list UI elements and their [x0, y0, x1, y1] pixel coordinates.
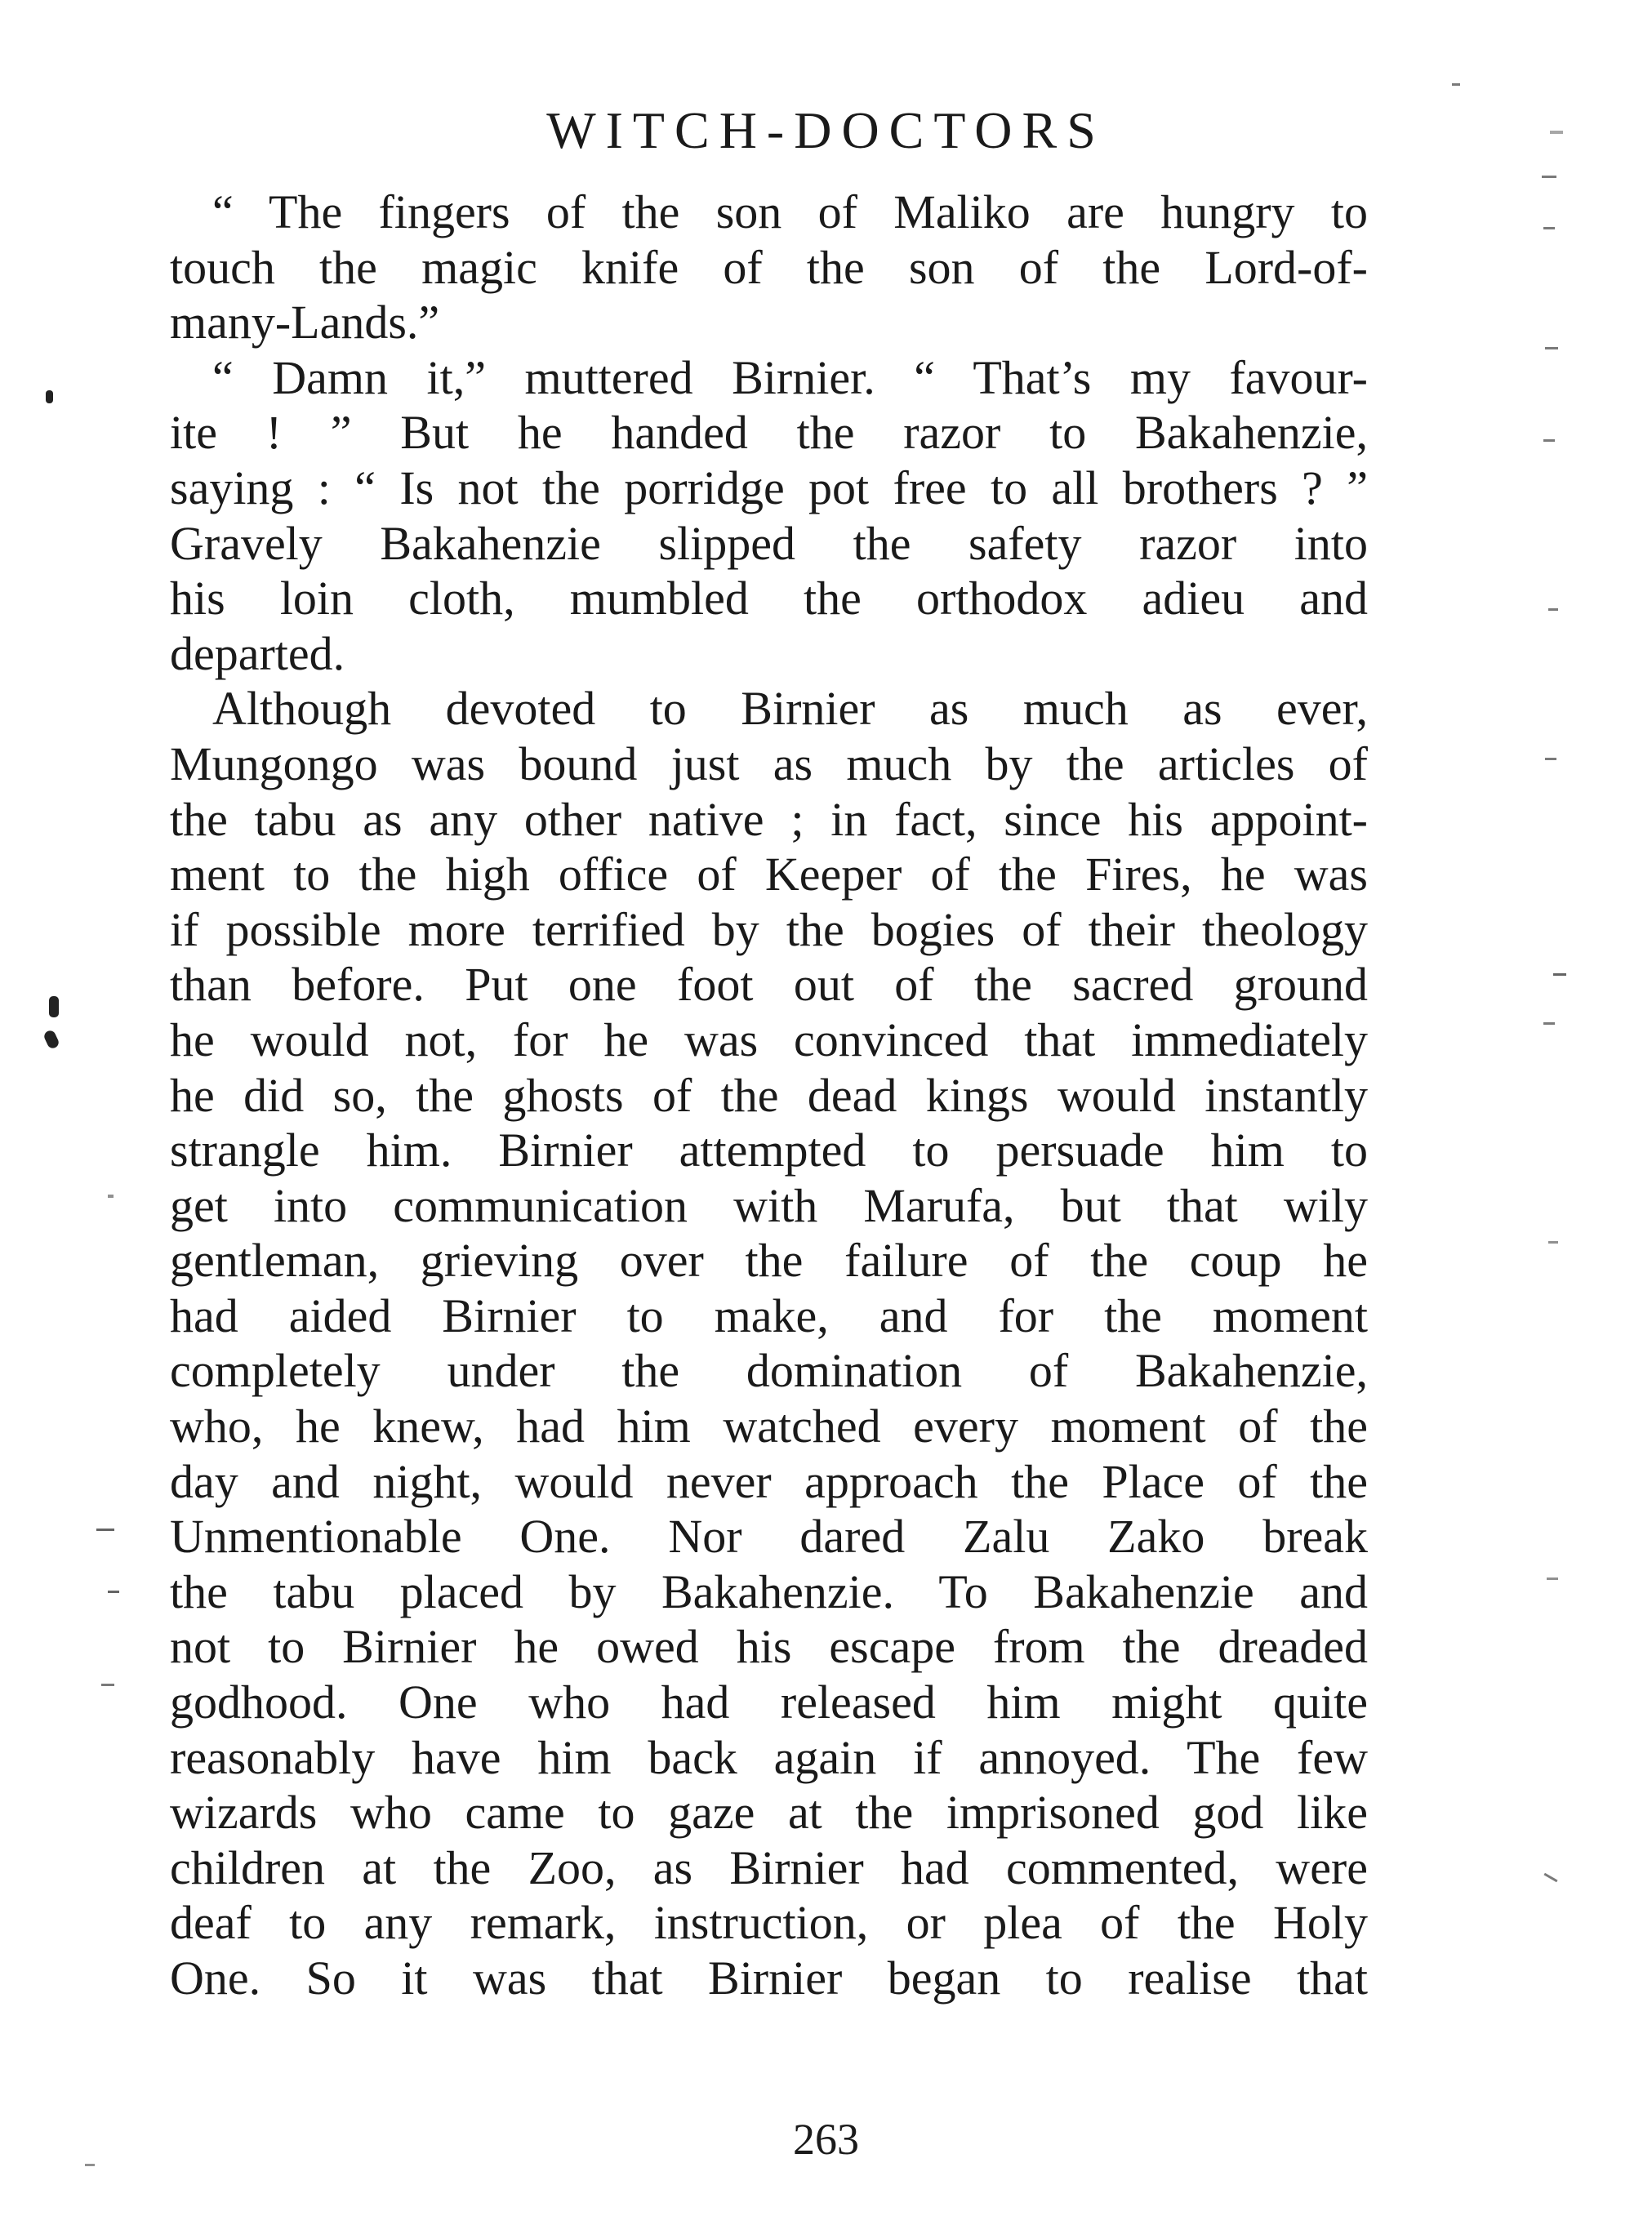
scan-speck	[108, 1195, 114, 1198]
scan-speck	[1548, 1241, 1558, 1244]
scan-speck	[1543, 439, 1555, 442]
scan-speck	[1545, 347, 1558, 349]
scan-speck	[42, 1029, 60, 1050]
text-line: reasonably have him back again if annoyed. The few	[170, 1730, 1368, 1784]
text-line: departed.	[170, 626, 345, 680]
scan-speck	[1553, 973, 1566, 976]
text-line: who, he knew, had him watched every moment of the	[170, 1400, 1368, 1453]
text-line: had aided Birnier to make, and for the moment	[170, 1288, 1368, 1342]
text-line: his loin cloth, mumbled the orthodox adieu and	[170, 572, 1368, 625]
text-line: he would not, for he was convinced that immediately	[170, 1012, 1368, 1066]
text-line: strangle him. Birnier attempted to persuade him to	[170, 1124, 1368, 1177]
text-line: gentleman, grieving over the failure of the coup he	[170, 1234, 1368, 1288]
text-line: the tabu as any other native ; in fact, since his appoint-	[170, 792, 1368, 846]
text-line: the tabu placed by Bakahenzie. To Bakahenzie and	[170, 1564, 1368, 1618]
text-line: ment to the high office of Keeper of the Fires, he was	[170, 848, 1368, 901]
text-line: Gravely Bakahenzie slipped the safety razor into	[170, 516, 1368, 570]
scan-speck	[85, 2164, 95, 2166]
scan-speck	[108, 1591, 119, 1593]
text-line: wizards who came to gaze at the imprisoned god like	[170, 1786, 1368, 1840]
scan-speck	[1550, 131, 1563, 134]
text-line: if possible more terrified by the bogies of their theology	[170, 902, 1368, 956]
text-line: ite ! ” But he handed the razor to Bakahenzie,	[170, 406, 1368, 460]
text-line: “ The fingers of the son of Maliko are hungry to	[212, 185, 1368, 238]
text-line: get into communication with Marufa, but that wily	[170, 1178, 1368, 1232]
text-line: Mungongo was bound just as much by the articles of	[170, 736, 1368, 790]
body-text	[170, 185, 1368, 2006]
text-line: not to Birnier he owed his escape from the dreaded	[170, 1620, 1368, 1674]
text-line: touch the magic knife of the son of the Lord-of-	[170, 240, 1368, 294]
scan-speck	[96, 1529, 114, 1531]
text-line: children at the Zoo, as Birnier had commented, were	[170, 1840, 1368, 1894]
scan-speck	[1548, 608, 1558, 611]
text-line: than before. Put one foot out of the sacred ground	[170, 958, 1368, 1012]
scan-speck	[1543, 227, 1555, 229]
text-line: day and night, would never approach the Place of the	[170, 1454, 1368, 1508]
scan-speck	[46, 390, 53, 403]
scan-speck	[101, 1684, 114, 1686]
text-line: completely under the domination of Bakahenzie,	[170, 1344, 1368, 1398]
text-line: One. So it was that Birnier began to realise that	[170, 1951, 1368, 2005]
page-number: 263	[793, 2115, 859, 2164]
scan-speck	[1543, 1873, 1557, 1883]
text-line: deaf to any remark, instruction, or plea of the Holy	[170, 1896, 1368, 1950]
running-head: WITCH-DOCTORS	[546, 101, 1106, 159]
text-line: many-Lands.”	[170, 296, 440, 349]
text-line: Although devoted to Birnier as much as ever,	[212, 682, 1368, 736]
text-line: godhood. One who had released him might quite	[170, 1675, 1368, 1729]
scan-speck	[1452, 83, 1460, 86]
scan-speck	[1545, 758, 1556, 760]
text-line: saying : “ Is not the porridge pot free to all brothers ? ”	[170, 461, 1368, 514]
text-line: he did so, the ghosts of the dead kings would instantly	[170, 1068, 1368, 1122]
text-line: Unmentionable One. Nor dared Zalu Zako break	[170, 1510, 1368, 1564]
scan-speck	[1547, 1578, 1558, 1580]
scan-speck	[49, 996, 59, 1017]
scan-speck	[1543, 1022, 1555, 1025]
scan-speck	[1542, 176, 1556, 178]
text-line: “ Damn it,” muttered Birnier. “ That’s my favour-	[212, 350, 1368, 404]
